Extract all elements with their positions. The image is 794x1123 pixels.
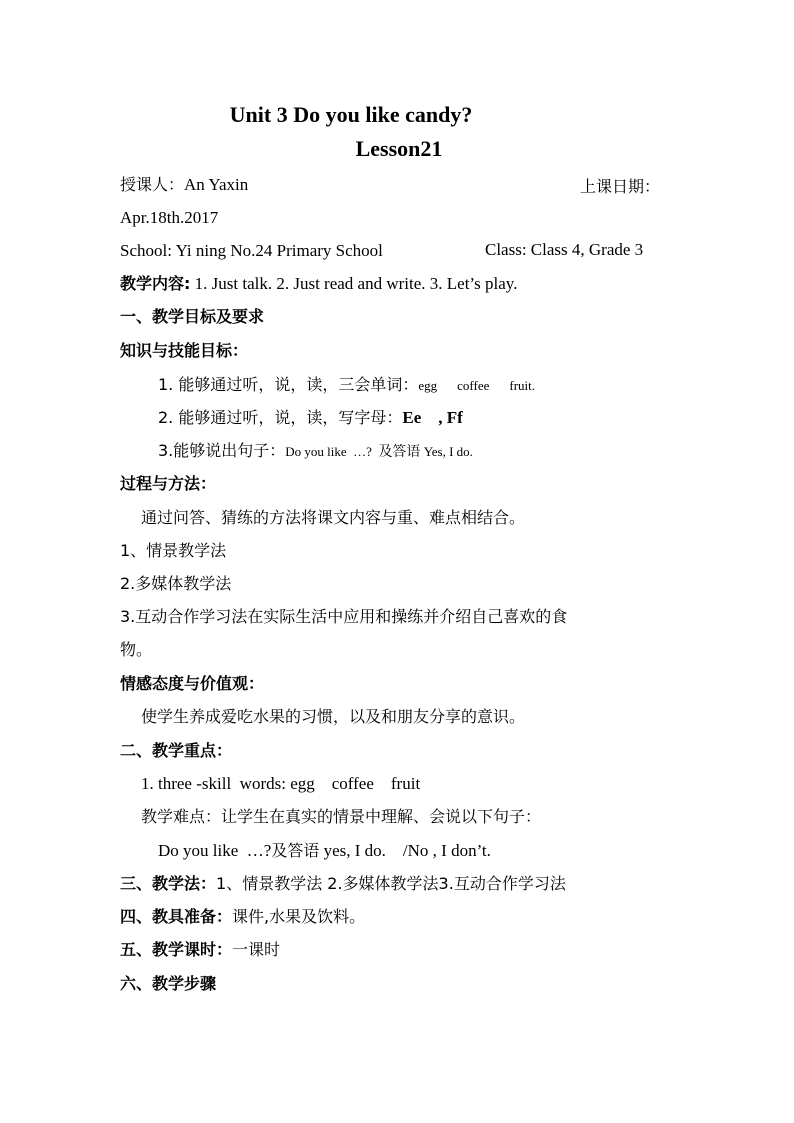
difficulty-cn: 教学难点：让学生在真实的情景中理解、会说以下句子： [141,807,542,826]
date-label: 上课日期： [580,177,661,196]
key-point: 1. three -skill words: egg coffee fruit [141,774,421,793]
knowledge-item-2-text: 2. 能够通过听，说，读，写字母： [158,408,403,427]
knowledge-item-2 [158,407,463,429]
knowledge-item-1-text: 1. 能够通过听，说，读，三会单词： [158,375,419,394]
section-5-text: 一课时 [232,940,281,959]
sentence: Do you like …? [285,444,379,459]
method-2: 2.多媒体教学法 [120,574,232,593]
section-5-label: 五、教学课时： [120,940,233,959]
method-3-line-2: 物。 [120,640,153,659]
section-3-text: 1、情景教学法 2.多媒体教学法3.互动合作学习法 [216,874,566,893]
letters: Ee , Ff [402,408,463,427]
section-1-heading: 一、教学目标及要求 [120,307,265,326]
teacher-label: 授课人： [120,175,185,194]
section-4-line [120,906,365,928]
knowledge-item-1 [158,374,535,397]
lesson-title: Lesson21 [355,136,443,161]
word-coffee: coffee [457,378,490,393]
emotion-text: 使学生养成爱吃水果的习惯，以及和朋友分享的意识。 [141,707,526,726]
section-3-label: 三、教学法： [120,874,217,893]
section-4-text: 课件,水果及饮料。 [232,907,366,926]
difficulty-question: Do you like …? [158,841,272,860]
teacher-name: An Yaxin [184,175,249,194]
word-fruit: fruit. [509,378,536,393]
school-name: School: Yi ning No.24 Primary School [120,241,383,260]
section-4-label: 四、教具准备： [120,907,233,926]
date-value: Apr.18th.2017 [120,208,219,227]
process-text: 通过问答、猜练的方法将课文内容与重、难点相结合。 [141,508,526,527]
content-text: 1. Just talk. 2. Just read and write. 3. Let’s play. [190,274,518,293]
difficulty-answer-cn: 及答语 [271,841,320,860]
difficulty-en-line [158,840,491,862]
content-label: 教学内容: [120,274,191,293]
class-info: Class: Class 4, Grade 3 [485,240,644,259]
answer-en: Yes, I do. [420,444,473,459]
method-3-line-1: 3.互动合作学习法在实际生活中应用和操练并介绍自己喜欢的食 [120,607,568,626]
process-heading: 过程与方法： [120,474,217,493]
word-egg: egg [418,378,438,393]
method-1: 1、情景教学法 [120,541,227,560]
section-5-line [120,939,280,961]
section-6-heading: 六、教学步骤 [120,974,217,993]
emotion-heading: 情感态度与价值观： [120,674,265,693]
knowledge-heading: 知识与技能目标： [120,341,249,360]
section-3-line [120,873,566,895]
unit-title: Unit 3 Do you like candy? [229,102,473,127]
section-2-heading: 二、教学重点： [120,741,233,760]
answer-cn: 及答语 [378,444,421,460]
knowledge-item-3 [158,440,473,463]
knowledge-item-3-text: 3.能够说出句子： [158,441,286,460]
content-line [120,273,517,295]
difficulty-answer-en: yes, I do. /No , I don’t. [319,841,491,860]
teacher-line [120,174,248,196]
